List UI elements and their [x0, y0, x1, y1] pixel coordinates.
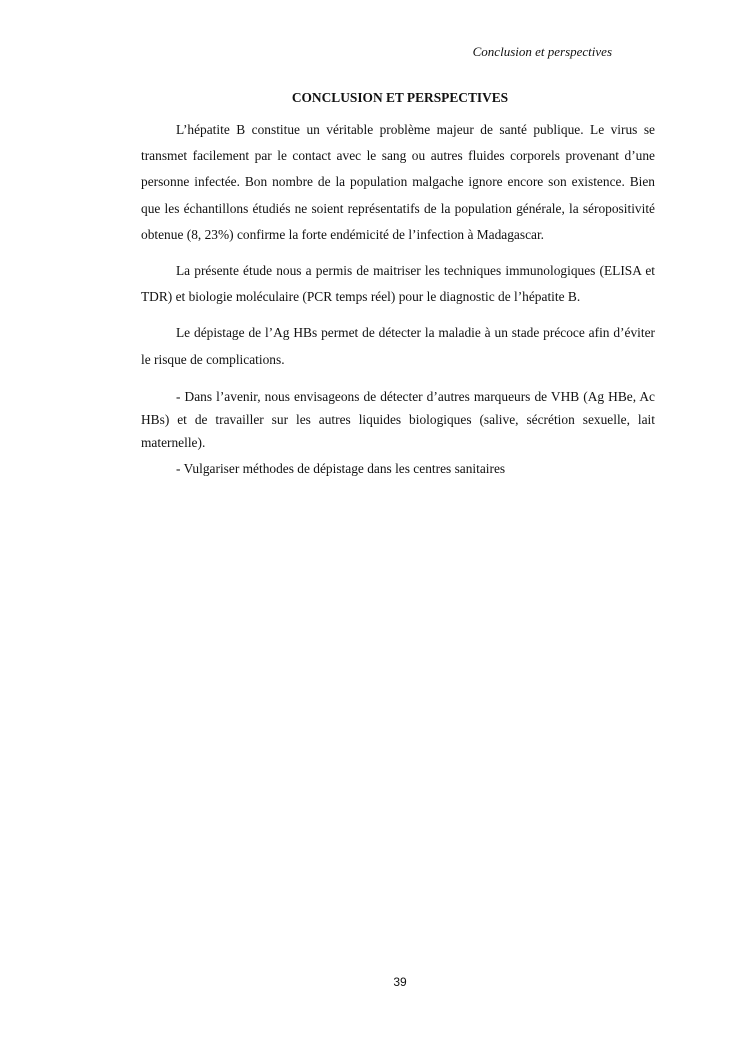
body-text — [141, 117, 655, 480]
page-title: CONCLUSION ET PERSPECTIVES — [291, 90, 509, 105]
paragraph-screening: Le dépistage de l’Ag HBs permet de détecter la maladie à un stade précoce afin d’éviter le risque de complications. — [141, 325, 655, 367]
page-number: 39 — [393, 975, 407, 989]
running-header: Conclusion et perspectives — [472, 44, 612, 59]
paragraph-techniques: La présente étude nous a permis de maitriser les techniques immunologiques (ELISA et TDR) et biologie moléculaire (PCR temps réel) pour le diagnostic de l’hépatite B. — [141, 263, 655, 305]
paragraph-perspective-popularize: - Vulgariser méthodes de dépistage dans les centres sanitaires — [176, 460, 506, 476]
paragraph-perspective-markers: - Dans l’avenir, nous envisageons de détecter d’autres marqueurs de VHB (Ag HBe, Ac HBs) et de travailler sur les autres liquides biologiques (salive, sécrétion sexuelle, lait maternelle). — [141, 388, 655, 450]
paragraph-intro: L’hépatite B constitue un véritable problème majeur de santé publique. Le virus se transmet facilement par le contact avec le sang ou autres fluides corporels provenant d’une personne infectée. Bon nombre de la population malgache ignore encore son existence. Bien que les échantillons étudiés ne soient représentatifs de la population générale, la séropositivité obtenue (8, 23%) confirme la forte endémicité de l’infection à Madagascar. — [141, 122, 655, 242]
